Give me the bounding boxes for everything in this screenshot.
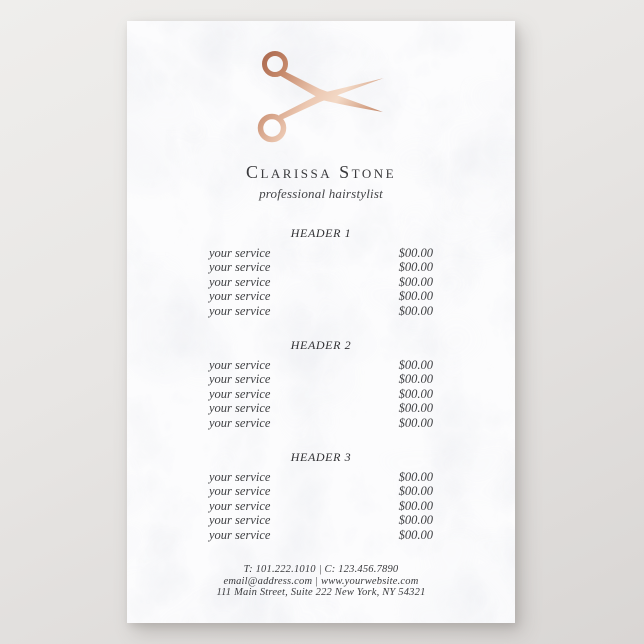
service-price: $00.00 bbox=[398, 260, 433, 275]
service-name: your service bbox=[209, 470, 271, 485]
service-list bbox=[209, 358, 433, 430]
tagline: professional hairstylist bbox=[259, 186, 383, 201]
service-row bbox=[209, 484, 433, 498]
service-row bbox=[209, 275, 433, 289]
price-section bbox=[127, 450, 515, 542]
service-list bbox=[209, 470, 433, 542]
service-row bbox=[209, 401, 433, 415]
service-price: $00.00 bbox=[398, 358, 433, 373]
service-name: your service bbox=[209, 372, 271, 387]
service-price: $00.00 bbox=[398, 372, 433, 387]
service-row bbox=[209, 387, 433, 401]
service-row bbox=[209, 246, 433, 260]
service-row bbox=[209, 304, 433, 318]
service-name: your service bbox=[209, 303, 271, 318]
service-price: $00.00 bbox=[398, 401, 433, 416]
section-header: HEADER 1 bbox=[290, 226, 352, 240]
service-name: your service bbox=[209, 401, 271, 416]
service-name: your service bbox=[209, 527, 271, 542]
price-section bbox=[127, 226, 515, 318]
service-price: $00.00 bbox=[398, 513, 433, 528]
service-name: your service bbox=[209, 246, 271, 260]
scissors-icon bbox=[253, 49, 389, 149]
service-name: your service bbox=[209, 386, 271, 401]
service-row bbox=[209, 358, 433, 372]
service-name: your service bbox=[209, 498, 271, 513]
business-name: Clarissa Stone bbox=[245, 162, 397, 182]
service-price: $00.00 bbox=[398, 484, 433, 499]
service-row bbox=[209, 289, 433, 303]
contact-footer bbox=[127, 564, 515, 599]
service-price: $00.00 bbox=[398, 303, 433, 318]
price-list bbox=[127, 226, 515, 562]
flyer-canvas bbox=[127, 21, 515, 623]
service-price: $00.00 bbox=[398, 415, 433, 430]
section-header: HEADER 2 bbox=[290, 338, 352, 353]
service-name: your service bbox=[209, 415, 271, 430]
service-list bbox=[209, 246, 433, 318]
service-price: $00.00 bbox=[398, 386, 433, 401]
phone-line: T: 101.222.1010 | C: 123.456.7890 bbox=[243, 564, 399, 575]
service-price: $00.00 bbox=[398, 246, 433, 260]
service-name: your service bbox=[209, 513, 271, 528]
address-line: 111 Main Street, Suite 222 New York, NY 54321 bbox=[216, 587, 426, 599]
service-price: $00.00 bbox=[398, 527, 433, 542]
service-row bbox=[209, 372, 433, 386]
service-name: your service bbox=[209, 274, 271, 289]
service-price: $00.00 bbox=[398, 470, 433, 485]
email-web-line: email@address.com | www.yourwebsite.com bbox=[223, 575, 419, 587]
service-name: your service bbox=[209, 358, 271, 373]
service-name: your service bbox=[209, 484, 271, 499]
service-row bbox=[209, 513, 433, 527]
service-row bbox=[209, 260, 433, 274]
service-price: $00.00 bbox=[398, 498, 433, 513]
service-row bbox=[209, 470, 433, 484]
service-price: $00.00 bbox=[398, 274, 433, 289]
section-header: HEADER 3 bbox=[290, 450, 352, 465]
service-name: your service bbox=[209, 260, 271, 275]
flyer-content bbox=[127, 21, 515, 623]
service-row bbox=[209, 528, 433, 542]
service-name: your service bbox=[209, 289, 271, 304]
service-row bbox=[209, 499, 433, 513]
price-section bbox=[127, 338, 515, 430]
service-price: $00.00 bbox=[398, 289, 433, 304]
service-row bbox=[209, 416, 433, 430]
